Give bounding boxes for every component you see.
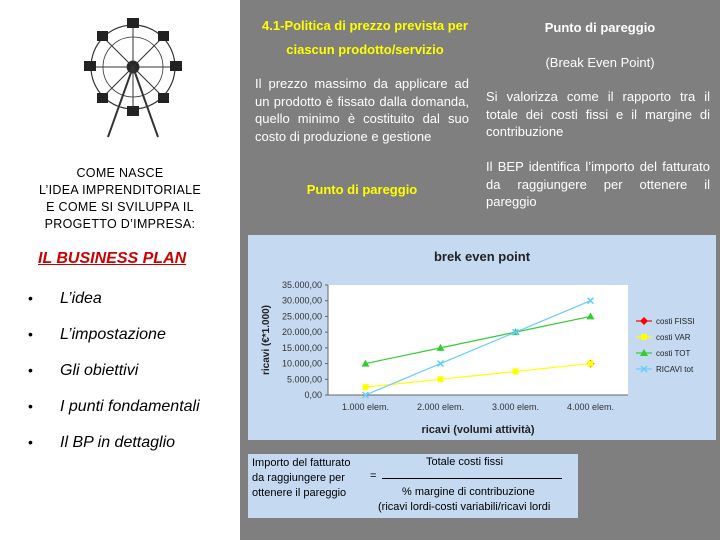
y-axis-label: ricavi (€*1.000) xyxy=(261,304,272,376)
break-even-heading: Punto di pareggio xyxy=(544,20,656,35)
y-tick-label: 5.000,00 xyxy=(286,374,322,385)
y-tick-label: 10.000,00 xyxy=(281,358,322,369)
break-even-chart xyxy=(248,235,716,440)
data-point xyxy=(513,368,519,374)
bep-paragraph: Il BEP identifica l’importo del fatturato da raggiungere per ottenere il pareggio xyxy=(486,159,710,209)
business-plan-title: IL BUSINESS PLAN xyxy=(38,250,187,267)
legend-label: costi VAR xyxy=(656,333,691,342)
list-item: • I punti fondamentali xyxy=(28,398,200,415)
y-tick-label: 0,00 xyxy=(304,390,322,400)
formula-numerator: Totale costi fissi xyxy=(426,456,504,468)
legend-marker xyxy=(641,334,647,340)
x-tick-label: 2.000 elem. xyxy=(416,402,465,412)
x-axis-label: ricavi (volumi attività) xyxy=(421,424,535,436)
formula-equals: = xyxy=(370,470,377,482)
valorization-paragraph: Si valorizza come il rapporto tra il totale dei costi fissi e il margine di contribuzione xyxy=(486,89,710,139)
legend-label: costi FISSI xyxy=(656,317,695,326)
list-item: • L’impostazione xyxy=(28,326,166,343)
x-tick-label: 1.000 elem. xyxy=(341,402,390,412)
x-tick-label: 4.000 elem. xyxy=(566,402,615,412)
chart-title: brek even point xyxy=(433,249,531,264)
y-tick-label: 30.000,00 xyxy=(281,295,322,306)
y-tick-label: 15.000,00 xyxy=(281,342,322,353)
data-point xyxy=(363,384,369,390)
price-paragraph: Il prezzo massimo da applicare ad un prodotto è fissato dalla domanda, quello minimo è costituito dal suo costo di produzione e gestione xyxy=(255,76,469,144)
x-tick-label: 3.000 elem. xyxy=(491,402,540,412)
formula-denominator: % margine di contribuzione xyxy=(402,486,535,498)
legend-label: RICAVI tot xyxy=(656,365,694,374)
data-point xyxy=(588,361,594,367)
fraction-line xyxy=(382,478,562,479)
y-tick-label: 25.000,00 xyxy=(281,311,322,322)
intro-text: COME NASCE L’IDEA IMPRENDITORIALE E COME SI SVILUPPA IL PROGETTO D’IMPRESA: xyxy=(39,166,201,231)
ferris-wheel-icon xyxy=(78,12,188,142)
left-panel xyxy=(0,0,240,540)
list-item: • Il BP in dettaglio xyxy=(28,434,176,451)
list-item: • L’idea xyxy=(28,290,102,307)
legend-label: costi TOT xyxy=(656,349,691,358)
y-tick-label: 35.000,00 xyxy=(281,280,322,290)
break-even-subheading: (Break Even Point) xyxy=(545,55,655,70)
bep-formula xyxy=(248,454,578,518)
data-point xyxy=(438,376,444,382)
formula-denominator-detail: (ricavi lordi-costi variabili/ricavi lordi xyxy=(378,501,551,513)
formula-lhs: Importo del fatturato da raggiungere per ottenere il pareggio xyxy=(252,457,351,499)
topic-list xyxy=(28,290,200,470)
y-tick-label: 20.000,00 xyxy=(281,327,322,338)
section-heading: 4.1-Politica di prezzo prevista per ciascun prodotto/servizio xyxy=(262,18,468,57)
list-item: • Gli obiettivi xyxy=(28,362,139,379)
break-even-label: Punto di pareggio xyxy=(306,182,418,197)
